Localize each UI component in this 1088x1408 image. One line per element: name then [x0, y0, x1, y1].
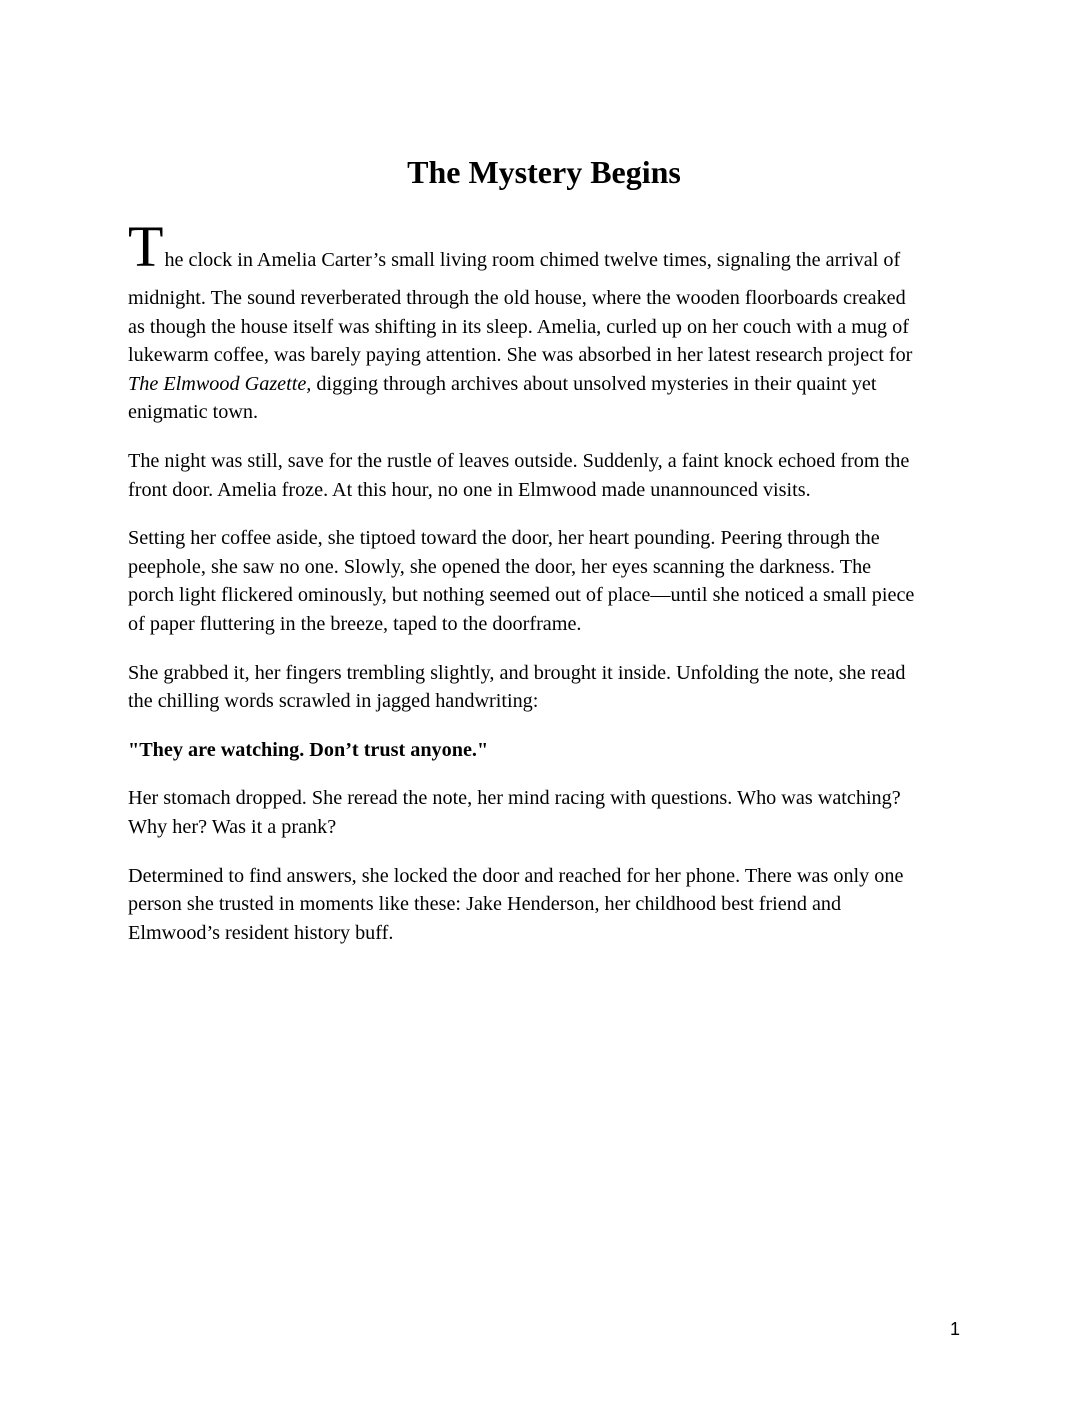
paragraph-4-line-1: She grabbed it, her fingers trembling slightly, and brought it inside. Unfolding the note, she read [128, 661, 906, 684]
drop-cap: T [128, 214, 164, 279]
paragraph-1-line-5 [128, 370, 966, 399]
paragraph-1-line-6: enigmatic town. [128, 401, 259, 424]
page-number: 1 [949, 1319, 960, 1339]
paragraph-3-line-1: Setting her coffee aside, she tiptoed toward the door, her heart pounding. Peering through the [128, 527, 880, 550]
chapter-body [128, 214, 966, 967]
paragraph-1-line-2: midnight. The sound reverberated through the old house, where the wooden floorboards creaked [128, 287, 906, 309]
note-quote: "They are watching. Don’t trust anyone." [128, 738, 489, 761]
paragraph-2 [128, 447, 966, 504]
paragraph-1-line-4: lukewarm coffee, was barely paying attention. She was absorbed in her latest research project for [128, 344, 913, 367]
chapter-title: The Mystery Begins [407, 154, 681, 190]
paragraph-5 [128, 784, 966, 841]
publication-name: The Elmwood Gazette, [128, 372, 312, 395]
paragraph-4 [128, 659, 966, 716]
paragraph-3-line-2: peephole, she saw no one. Slowly, she opened the door, her eyes scanning the darkness. The [128, 555, 872, 578]
paragraph-6-line-3: Elmwood’s resident history buff. [128, 921, 394, 944]
paragraph-5-line-2: Why her? Was it a prank? [128, 815, 337, 838]
paragraph-3 [128, 524, 966, 638]
paragraph-1-line-1: he clock in Amelia Carter’s small living room chimed twelve times, signaling the arrival of [164, 249, 901, 271]
paragraph-2-line-2: front door. Amelia froze. At this hour, no one in Elmwood made unannounced visits. [128, 478, 811, 501]
paragraph-3-line-3: porch light flickered ominously, but nothing seemed out of place—until she noticed a small piece [128, 584, 915, 607]
paragraph-6-line-1: Determined to find answers, she locked the door and reached for her phone. There was only one [128, 864, 904, 887]
paragraph-5-line-1: Her stomach dropped. She reread the note, her mind racing with questions. Who was watching? [128, 787, 901, 810]
paragraph-6 [128, 862, 966, 948]
paragraph-4-line-2: the chilling words scrawled in jagged handwriting: [128, 690, 539, 713]
paragraph-1-line-5-rest: digging through archives about unsolved mysteries in their quaint yet [311, 372, 877, 395]
paragraph-1 [128, 214, 966, 427]
paragraph-1-first-line [128, 214, 966, 279]
paragraph-3-line-4: of paper fluttering in the breeze, taped to the doorframe. [128, 612, 582, 635]
paragraph-6-line-2: person she trusted in moments like these: Jake Henderson, her childhood best friend and [128, 893, 842, 916]
paragraph-1-line-3: as though the house itself was shifting in its sleep. Amelia, curled up on her couch with a mug of [128, 315, 909, 338]
paragraph-2-line-1: The night was still, save for the rustle of leaves outside. Suddenly, a faint knock echoed from the [128, 449, 910, 472]
